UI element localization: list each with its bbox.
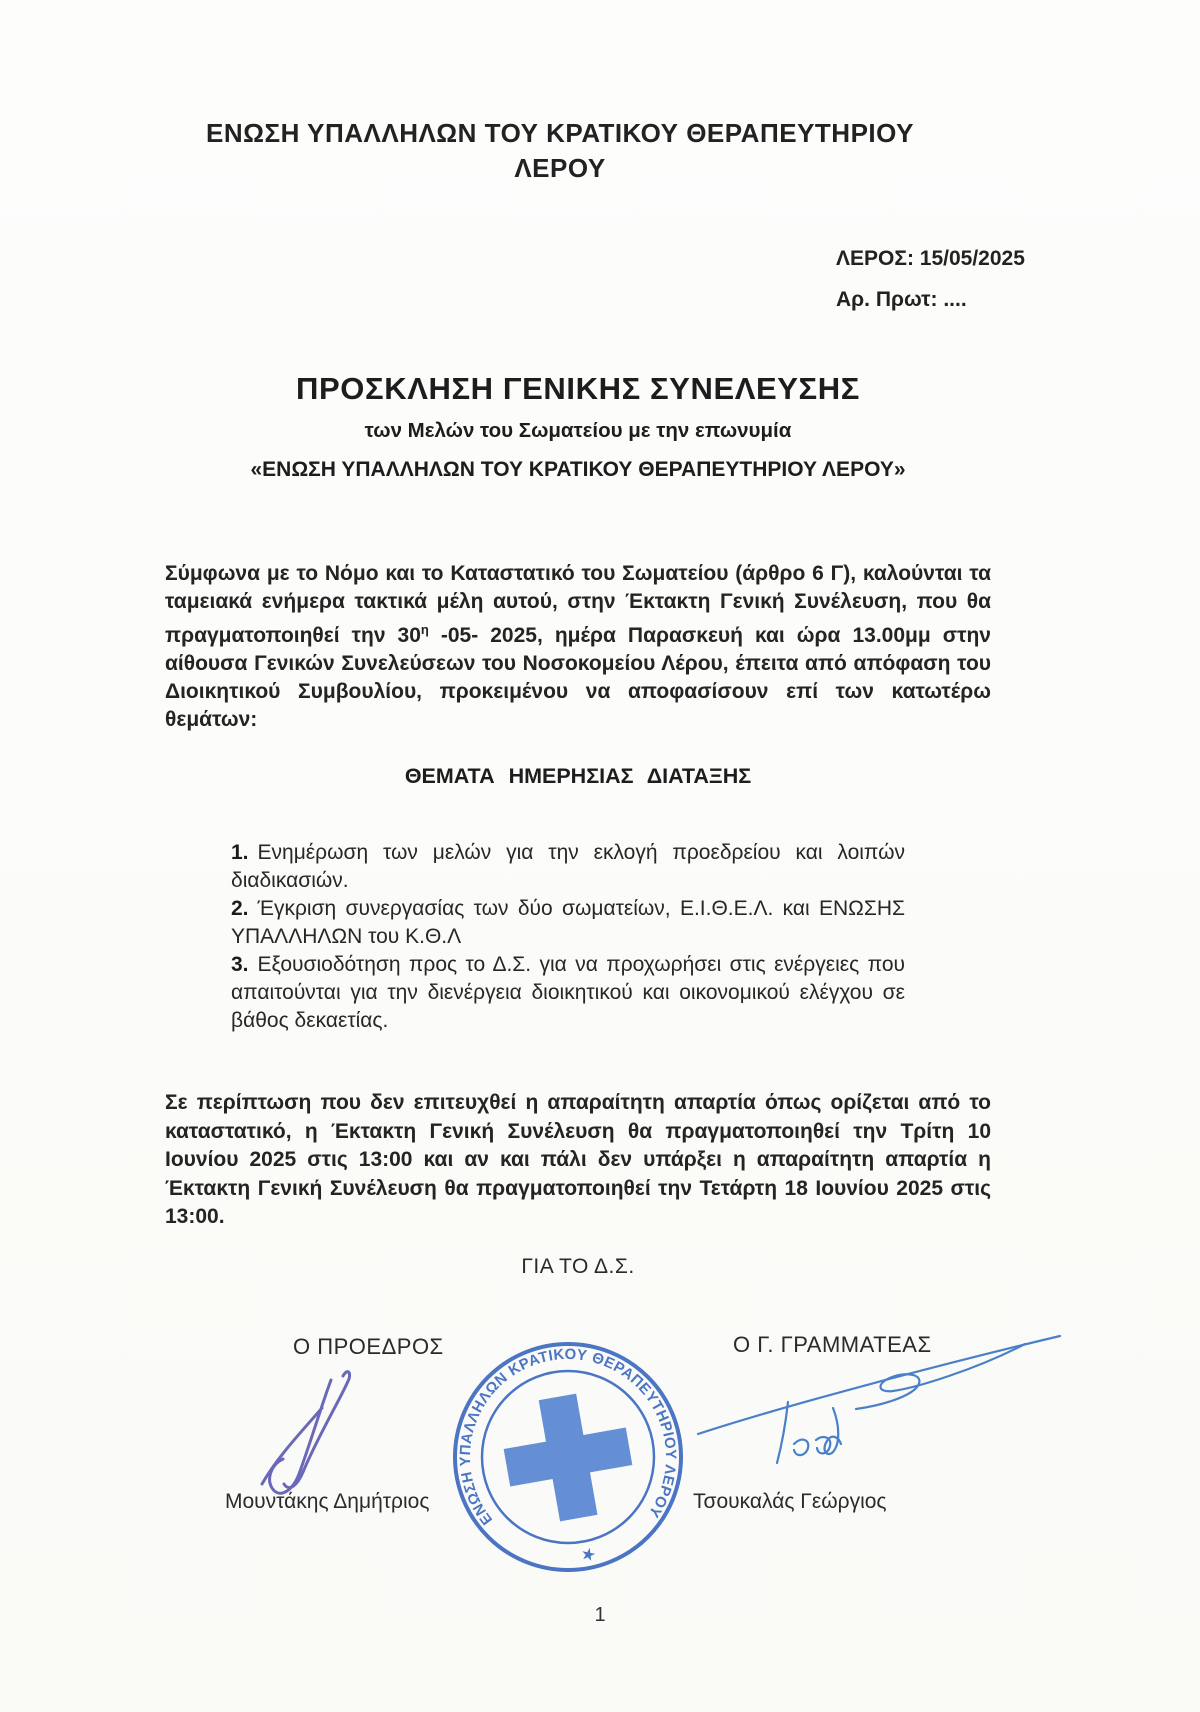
stamp-cross-icon xyxy=(496,1386,639,1529)
agenda-item-3-text: Εξουσιοδότηση προς το Δ.Σ. για να προχωρήσει στις ενέργειες που απαιτούνται για την διενέργεια διοικητικού και οικονομικού ελέγχου σε βάθος δεκαετίας. xyxy=(231,953,905,1032)
stamp-star-icon: ★ xyxy=(578,1543,598,1566)
intro-text-part2: -05- 2025, ημέρα Παρασκευή και ώρα 13.00μμ στην αίθουσα Γενικών Συνελεύσεων του Νοσοκομείου Λέρου, έπειτα από απόφαση του Διοικητικού Συμβουλίου, προκειμένου να αποφασίσουν επί των κατωτέρω θεμάτων: xyxy=(165,624,991,731)
page-number: 1 xyxy=(594,1604,606,1626)
president-label: Ο ΠΡΟΕΔΡΟΣ xyxy=(293,1334,444,1359)
agenda-item-3-number: 3. xyxy=(231,953,249,976)
agenda-heading: ΘΕΜΑΤΑ ΗΜΕΡΗΣΙΑΣ ΔΙΑΤΑΞΗΣ xyxy=(404,764,752,788)
secretary-name: Τσουκαλάς Γεώργιος xyxy=(693,1490,887,1513)
secretary-label: Ο Γ. ΓΡΑΜΜΑΤΕΑΣ xyxy=(733,1332,932,1357)
agenda-item-1 xyxy=(231,839,905,895)
quorum-paragraph: Σε περίπτωση που δεν επιτευχθεί η απαραίτητη απαρτία όπως ορίζεται από το καταστατικό, η Έκτακτη Γενική Συνέλευση θα πραγματοποιηθεί την Τρίτη 10 Ιουνίου 2025 στις 13:00 και αν και πάλι δεν υπάρξει η απαραίτητη απαρτία η Έκτακτη Γενική Συνέλευση θα πραγματοποιηθεί την Τετάρτη 18 Ιουνίου 2025 στις 13:00. xyxy=(165,1091,991,1228)
closing-for-board: ΓΙΑ ΤΟ Δ.Σ. xyxy=(521,1255,635,1278)
organization-header xyxy=(145,116,975,186)
president-name: Μουντάκης Δημήτριος xyxy=(225,1490,430,1513)
agenda-item-2-text: Έγκριση συνεργασίας των δύο σωματείων, Ε.Ι.Θ.Ε.Λ. και ΕΝΩΣΗΣ ΥΠΑΛΛΗΛΩΝ του Κ.Θ.Λ xyxy=(231,897,905,948)
title-block xyxy=(165,371,991,482)
intro-superscript: η xyxy=(420,622,429,637)
document-subtitle: των Μελών του Σωματείου με την επωνυμία xyxy=(364,419,792,442)
agenda-list xyxy=(231,839,905,1035)
stamp-ring-text: ΕΝΩΣΗ ΥΠΑΛΛΗΛΩΝ ΚΡΑΤΙΚΟΥ ΘΕΡΑΠΕΥΤΗΡΙΟΥ ΛΕΡΟΥ xyxy=(456,1345,680,1528)
intro-paragraph xyxy=(165,560,991,734)
union-stamp-icon xyxy=(450,1339,686,1575)
agenda-item-2 xyxy=(231,895,905,951)
agenda-item-2-number: 2. xyxy=(231,897,249,920)
intro-text-part1: Σύμφωνα με το Νόμο και το Καταστατικό του Σωματείου (άρθρο 6 Γ), καλούνται τα ταμειακά ενήμερα τακτικά μέλη αυτού, στην Έκτακτη Γενική Συνέλευση, που θα πραγματοποιηθεί την 30 xyxy=(165,562,991,647)
agenda-item-1-text: Ενημέρωση των μελών για την εκλογή προεδρείου και λοιπών διαδικασιών. xyxy=(231,841,905,892)
organization-name-line2: ΛΕΡΟΥ xyxy=(514,153,606,183)
president-signature xyxy=(262,1372,350,1494)
document-title: ΠΡΟΣΚΛΗΣΗ ΓΕΝΙΚΗΣ ΣΥΝΕΛΕΥΣΗΣ xyxy=(296,371,860,406)
organization-name-quoted: «ΕΝΩΣΗ ΥΠΑΛΛΗΛΩΝ ΤΟΥ ΚΡΑΤΙΚΟΥ ΘΕΡΑΠΕΥΤΗΡΙΟΥ ΛΕΡΟΥ» xyxy=(250,458,906,481)
protocol-number: Αρ. Πρωτ: .... xyxy=(836,288,967,311)
date-protocol-block xyxy=(836,247,1025,312)
agenda-item-1-number: 1. xyxy=(231,841,249,864)
agenda-item-3 xyxy=(231,951,905,1035)
place-date: ΛΕΡΟΣ: 15/05/2025 xyxy=(836,247,1025,270)
organization-name-line1: ΕΝΩΣΗ ΥΠΑΛΛΗΛΩΝ ΤΟΥ ΚΡΑΤΙΚΟΥ ΘΕΡΑΠΕΥΤΗΡΙΟΥ xyxy=(206,118,914,148)
